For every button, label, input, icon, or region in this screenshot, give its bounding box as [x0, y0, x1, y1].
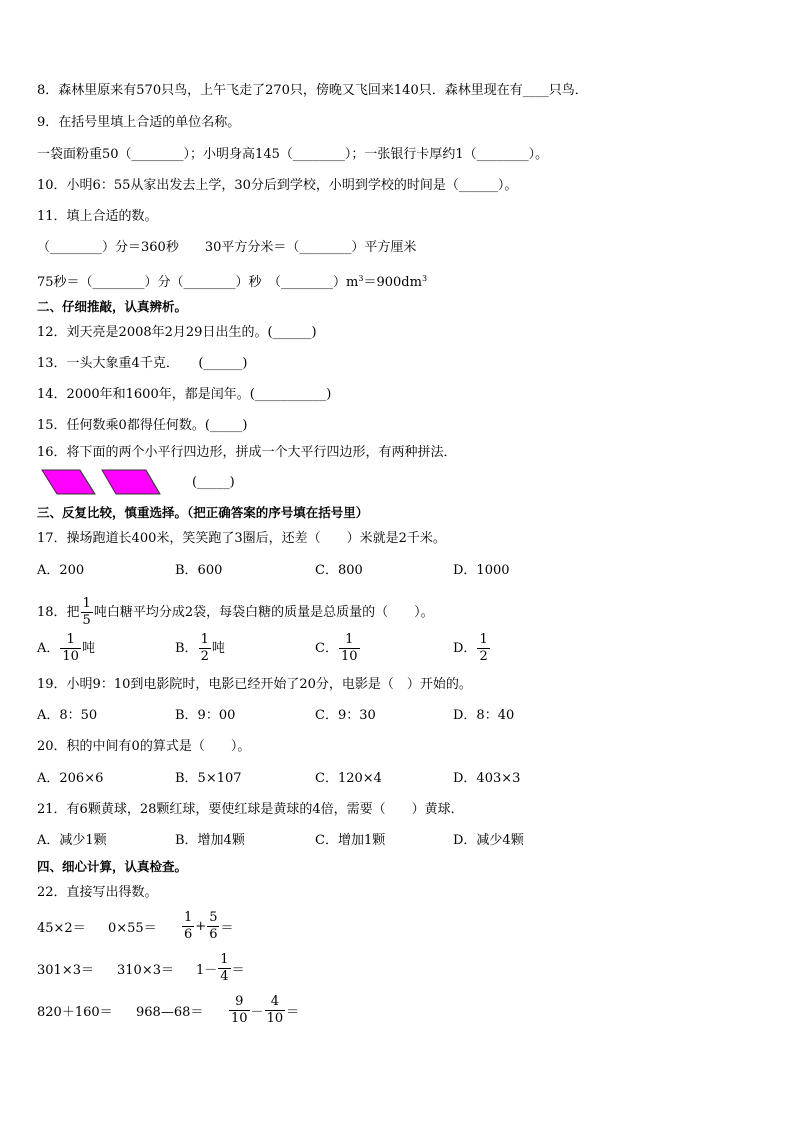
calc-r1-c-n1: 1 — [184, 910, 193, 925]
section-4-heading: 四、细心计算，认真检查。 — [37, 859, 188, 874]
calc-r3-c-eq: ＝ — [286, 1005, 300, 1020]
question-10: 10．小明6：55从家出发去上学，30分后到学校，小明到学校的时间是（______）。 — [37, 178, 518, 193]
question-11: 11．填上合适的数。 — [37, 209, 158, 224]
q20-option-c: C．120×4 — [315, 771, 382, 786]
q18-frac-den: 5 — [82, 613, 91, 628]
question-20: 20．积的中间有0的算式是（ ）。 — [37, 739, 251, 754]
q18-c-den: 10 — [340, 649, 358, 664]
q11-line2-part-b: ＝900dm — [363, 275, 422, 290]
q21-option-d: D．减少4颗 — [453, 833, 524, 848]
calc-r2-c-n: 1 — [220, 952, 229, 967]
question-11-line-1: （________）分＝360秒 30平方分米＝（________）平方厘米 — [37, 240, 417, 255]
q17-option-b: B．600 — [175, 563, 223, 578]
q11-line2-part-a: 75秒＝（________）分（________）秒 （________）m — [37, 275, 359, 290]
q18-c-label: C． — [315, 641, 338, 656]
calc-r2-c-d: 4 — [220, 969, 229, 984]
question-9-line: 一袋面粉重50（________）；小明身高145（________）；一张银行卡厚约1（________）。 — [37, 147, 549, 162]
q20-option-d: D．403×3 — [453, 771, 521, 786]
calc-r1-c-d1: 6 — [184, 927, 193, 942]
calc-r3-c-d2: 10 — [266, 1011, 284, 1026]
calc-r2-a: 301×3＝ — [37, 963, 94, 978]
q18-post: 吨白糖平均分成2袋，每袋白糖的质量是总质量的（ ）。 — [93, 605, 434, 620]
q20-option-a: A．206×6 — [37, 771, 104, 786]
question-12: 12．刘天亮是2008年2月29日出生的。(______) — [37, 325, 317, 340]
calc-r1-b: 0×55＝ — [108, 921, 157, 936]
calc-r1-a: 45×2＝ — [37, 921, 86, 936]
parallelograms-figure — [40, 468, 170, 496]
question-16: 16．将下面的两个小平行四边形，拼成一个大平行四边形，有两种拼法． — [37, 445, 457, 460]
calc-r3-c — [228, 994, 299, 1027]
calc-r3-b: 968—68＝ — [136, 1005, 204, 1020]
calc-r1-c-eq: ＝ — [220, 921, 234, 936]
parallelogram-right — [102, 470, 160, 494]
question-19: 19．小明9：10到电影院时，电影已经开始了20分，电影是（ ）开始的。 — [37, 677, 472, 692]
q18-c-num: 1 — [339, 632, 360, 649]
q18-b-label: B． — [175, 641, 198, 656]
q18-a-label: A． — [37, 641, 60, 656]
question-21: 21．有6颗黄球，28颗红球，要使红球是黄球的4倍，需要（ ）黄球． — [37, 802, 464, 817]
q11-line2-sup2: 3 — [421, 274, 428, 283]
q11-line2-sup: 3 — [358, 274, 364, 283]
calc-r1-c — [181, 910, 233, 943]
q20-option-b: B．5×107 — [175, 771, 242, 786]
q18-option-d — [453, 632, 491, 665]
section-3-heading: 三、反复比较，慎重选择。（把正确答案的序号填在括号里） — [37, 505, 369, 520]
q18-a-num: 1 — [60, 632, 81, 649]
section-2-heading: 二、仔细推敲，认真辨析。 — [37, 299, 188, 314]
q19-option-c: C．9：30 — [315, 708, 376, 723]
q18-a-unit: 吨 — [81, 641, 95, 656]
question-11-line-2 — [37, 270, 427, 288]
q17-option-d: D．1000 — [453, 563, 510, 578]
calc-r2-c-eq: ＝ — [231, 963, 245, 978]
question-22: 22．直接写出得数。 — [37, 885, 158, 900]
q18-b-den: 2 — [200, 649, 209, 664]
q19-option-b: B．9：00 — [175, 708, 236, 723]
q18-b-num: 1 — [200, 632, 209, 647]
calc-r2-c-pre: 1－ — [196, 963, 218, 978]
q17-option-a: A．200 — [37, 563, 85, 578]
parallelogram-left — [42, 470, 95, 494]
question-15: 15．任何数乘0都得任何数。(_____) — [37, 418, 248, 433]
q18-option-b — [175, 632, 225, 665]
q18-b-unit: 吨 — [211, 641, 225, 656]
calc-r2-c — [196, 952, 245, 985]
q18-d-den: 2 — [479, 649, 488, 664]
question-18 — [37, 596, 434, 628]
q19-option-a: A．8：50 — [37, 708, 98, 723]
calc-r3-c-d1: 10 — [231, 1011, 248, 1026]
q18-option-c — [315, 632, 361, 665]
calc-r3-c-n1: 9 — [229, 994, 250, 1011]
q19-option-d: D．8：40 — [453, 708, 515, 723]
question-9: 9．在括号里填上合适的单位名称。 — [37, 115, 241, 130]
q18-d-num: 1 — [479, 632, 488, 647]
q18-pre: 18．把 — [37, 605, 80, 620]
calc-r1-c-n2: 5 — [209, 910, 218, 925]
question-17: 17．操场跑道长400米，笑笑跑了3圈后，还差（ ）米就是2千米。 — [37, 531, 446, 546]
calc-r1-c-d2: 6 — [209, 927, 218, 942]
question-8: 8．森林里原来有570只鸟，上午飞走了270只，傍晚又飞回来140只．森林里现在有____只鸟． — [37, 83, 588, 98]
question-14: 14．2000年和1600年，都是闰年。(___________) — [37, 387, 332, 402]
q21-option-a: A．减少1颗 — [37, 833, 107, 848]
q18-fraction — [81, 596, 93, 629]
calc-r3-a: 820＋160＝ — [37, 1005, 113, 1020]
q17-option-c: C．800 — [315, 563, 363, 578]
calc-r3-c-n2: 4 — [265, 994, 286, 1011]
calc-r2-b: 310×3＝ — [117, 963, 174, 978]
q21-option-c: C．增加1颗 — [315, 833, 386, 848]
calc-r1-c-op: + — [195, 919, 207, 934]
q18-frac-num: 1 — [82, 596, 91, 611]
q18-option-a — [37, 632, 95, 665]
question-13: 13．一头大象重4千克． (______) — [37, 356, 248, 371]
q21-option-b: B．增加4颗 — [175, 833, 245, 848]
q18-a-den: 10 — [62, 649, 79, 664]
question-16-blank: (_____) — [192, 475, 235, 490]
calc-r3-c-op: － — [250, 1005, 264, 1020]
q18-d-label: D． — [453, 641, 477, 656]
